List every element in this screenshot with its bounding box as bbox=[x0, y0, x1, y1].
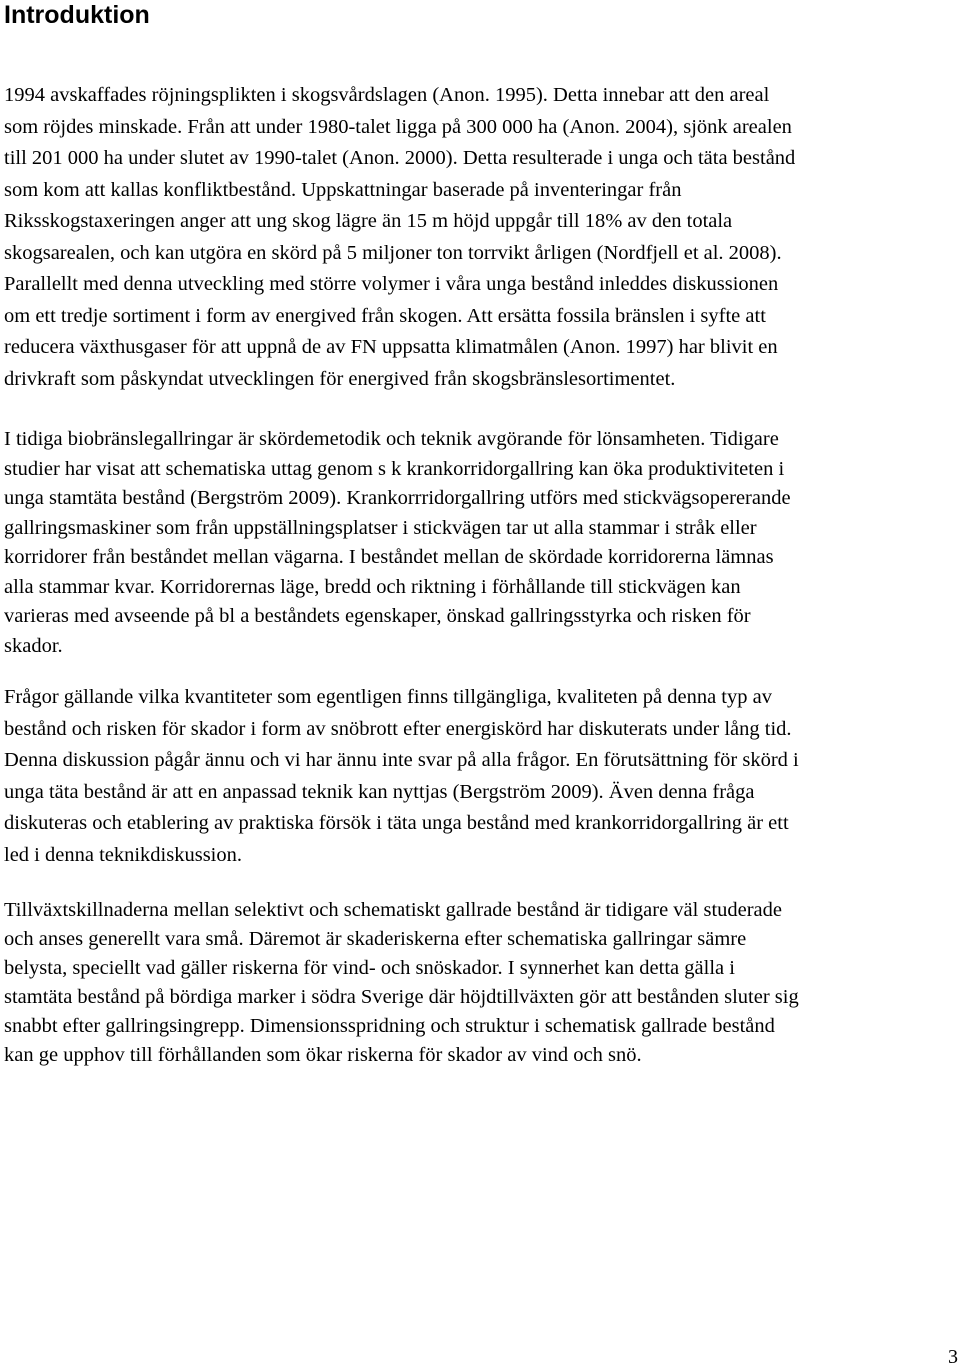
text-line: som röjdes minskade. Från att under 1980-talet ligga på 300 000 ha (Anon. 2004), sjönk arealen bbox=[4, 115, 792, 138]
text-line: unga stamtäta bestånd (Bergström 2009). Krankorrridorgallring utförs med stickvägsopererande bbox=[4, 487, 791, 509]
section-heading: Introduktion bbox=[4, 1, 150, 29]
paragraph-3 bbox=[4, 682, 799, 871]
paragraph-4 bbox=[4, 896, 799, 1070]
text-line: skador. bbox=[4, 634, 63, 657]
text-line: skogsarealen, och kan utgöra en skörd på 5 miljoner ton torrvikt årligen (Nordfjell et al. 2008). bbox=[4, 241, 782, 264]
text-line: och anses generellt vara små. Däremot är skaderiskerna efter schematiska gallringar sämre bbox=[4, 928, 747, 950]
text-line: snabbt efter gallringsingrepp. Dimensionsspridning och struktur i schematisk gallrade bestånd bbox=[4, 1015, 775, 1037]
text-line: bestånd och risken för skador i form av snöbrott efter energiskörd har diskuterats under lång tid. bbox=[4, 717, 792, 740]
text-line: om ett tredje sortiment i form av energived från skogen. Att ersätta fossila bränslen i syfte att bbox=[4, 304, 766, 327]
text-line: reducera växthusgaser för att uppnå de av FN uppsatta klimatmålen (Anon. 1997) har blivit en bbox=[4, 336, 778, 358]
text-line: Frågor gällande vilka kvantiteter som egentligen finns tillgängliga, kvaliteten på denna typ av bbox=[4, 686, 772, 708]
text-line: studier har visat att schematiska uttag genom s k krankorridorgallring kan öka produktiviteten i bbox=[4, 457, 785, 480]
text-line: drivkraft som påskyndat utvecklingen för energived från skogsbränslesortimentet. bbox=[4, 367, 676, 390]
text-line: Denna diskussion pågår ännu och vi har ännu inte svar på alla frågor. En förutsättning för skörd i bbox=[4, 749, 799, 771]
text-line: till 201 000 ha under slutet av 1990-talet (Anon. 2000). Detta resulterade i unga och täta bestånd bbox=[4, 147, 796, 169]
text-line: som kom att kallas konfliktbestånd. Uppskattningar baserade på inventeringar från bbox=[4, 178, 682, 201]
text-line: 1994 avskaffades röjningsplikten i skogsvårdslagen (Anon. 1995). Detta innebar att den areal bbox=[4, 84, 770, 106]
text-line: stamtäta bestånd på bördiga marker i södra Sverige där höjdtillväxten gör att bestånden sluter sig bbox=[4, 986, 799, 1008]
text-line: Parallellt med denna utveckling med större volymer i våra unga bestånd inleddes diskussionen bbox=[4, 273, 779, 295]
paragraph-1 bbox=[4, 80, 795, 395]
document-page bbox=[4, 0, 956, 1066]
text-line: varieras med avseende på bl a beståndets egenskaper, önskad gallringsstyrka och risken för bbox=[4, 605, 751, 627]
text-line: led i denna teknikdiskussion. bbox=[4, 843, 243, 866]
text-line: I tidiga biobränslegallringar är skördemetodik och teknik avgörande för lönsamheten. Tidigare bbox=[4, 428, 779, 450]
text-line: diskuteras och etablering av praktiska försök i täta unga bestånd med krankorridorgallring är ett bbox=[4, 812, 789, 834]
page-number: 3 bbox=[948, 1346, 958, 1368]
text-line: belysta, speciellt vad gäller riskerna för vind- och snöskador. I synnerhet kan detta gälla i bbox=[4, 957, 735, 979]
text-line: gallringsmaskiner som från uppställningsplatser i stickvägen tar ut alla stammar i stråk eller bbox=[4, 516, 757, 539]
paragraph-2 bbox=[4, 425, 791, 661]
text-line: kan ge upphov till förhållanden som ökar riskerna för skador av vind och snö. bbox=[4, 1044, 642, 1066]
text-line: alla stammar kvar. Korridorernas läge, bredd och riktning i förhållande till stickvägen kan bbox=[4, 575, 741, 598]
text-line: Riksskogstaxeringen anger att ung skog lägre än 15 m höjd uppgår till 18% av den totala bbox=[4, 210, 733, 232]
text-line: korridorer från beståndet mellan vägarna. I beståndet mellan de skördade korridorerna lämnas bbox=[4, 546, 774, 568]
text-line: Tillväxtskillnaderna mellan selektivt och schematiskt gallrade bestånd är tidigare väl studerade bbox=[4, 899, 783, 921]
text-line: unga täta bestånd är att en anpassad teknik kan nyttjas (Bergström 2009). Även denna fråga bbox=[4, 780, 755, 803]
